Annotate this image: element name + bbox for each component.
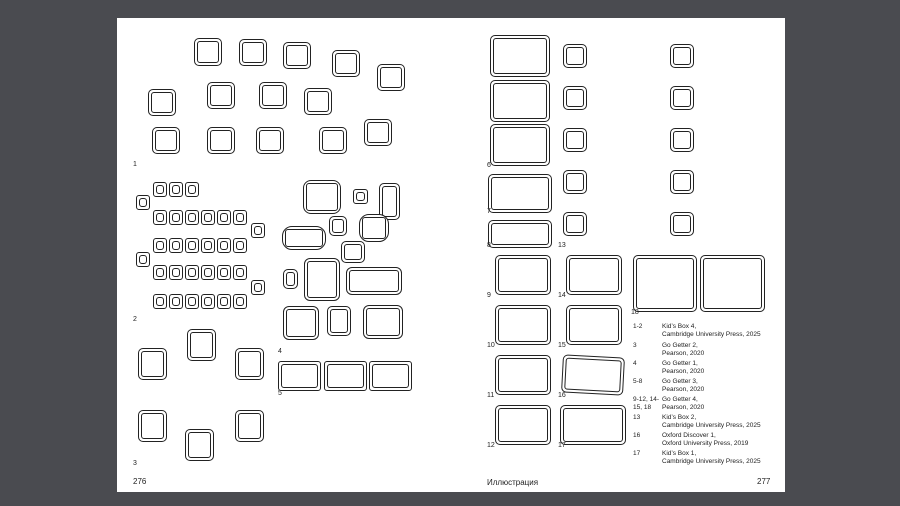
figure-label: 12 bbox=[487, 442, 495, 449]
frame-sticker bbox=[364, 119, 392, 146]
caption-publisher: Pearson, 2020 bbox=[662, 368, 705, 375]
figure-label: 5 bbox=[278, 390, 282, 397]
caption-title: Go Getter 2, bbox=[662, 342, 698, 349]
frame-small bbox=[153, 182, 167, 197]
caption-title: Go Getter 4, bbox=[662, 396, 698, 403]
caption-number: 3 bbox=[633, 342, 637, 349]
caption-publisher: Oxford University Press, 2019 bbox=[662, 440, 749, 447]
frame-sticker bbox=[239, 39, 267, 66]
frame-sticker bbox=[187, 329, 216, 361]
frame-small bbox=[670, 170, 694, 194]
caption-title: Kid’s Box 1, bbox=[662, 450, 697, 457]
caption-number: 1-2 bbox=[633, 323, 643, 330]
caption-publisher: Cambridge University Press, 2025 bbox=[662, 331, 761, 338]
frame-wide bbox=[369, 361, 412, 391]
caption-number: 9-12, 14- bbox=[633, 396, 660, 403]
caption-title: Oxford Discover 1, bbox=[662, 432, 716, 439]
frame-small bbox=[217, 265, 231, 280]
frame-large bbox=[495, 355, 551, 395]
frame-sticker bbox=[138, 410, 167, 442]
frame-sticker bbox=[152, 127, 180, 154]
frame-tilted bbox=[561, 354, 625, 395]
frame-medium bbox=[283, 306, 319, 340]
frame-small bbox=[136, 195, 150, 210]
frame-sticker bbox=[148, 89, 176, 116]
figure-label: 7 bbox=[487, 208, 491, 215]
frame-small bbox=[217, 210, 231, 225]
caption-number: 17 bbox=[633, 450, 641, 457]
frame-small bbox=[341, 241, 365, 263]
figure-label: 3 bbox=[133, 460, 137, 467]
caption-publisher: Pearson, 2020 bbox=[662, 350, 705, 357]
frame-rounded bbox=[303, 180, 341, 214]
frame-small bbox=[329, 216, 347, 236]
frame-small bbox=[283, 269, 298, 289]
caption-number: 5-8 bbox=[633, 378, 643, 385]
frame-large bbox=[490, 124, 550, 166]
frame-small bbox=[136, 252, 150, 267]
frame-small bbox=[670, 86, 694, 110]
left-page bbox=[117, 18, 450, 492]
frame-small bbox=[169, 210, 183, 225]
frame-small bbox=[670, 212, 694, 236]
frame-large bbox=[490, 80, 550, 122]
figure-label: 4 bbox=[278, 348, 282, 355]
figure-label: 13 bbox=[558, 242, 566, 249]
figure-label: 8 bbox=[487, 242, 491, 249]
frame-small bbox=[169, 265, 183, 280]
frame-small bbox=[153, 294, 167, 309]
frame-small bbox=[185, 238, 199, 253]
frame-large bbox=[566, 305, 622, 345]
figure-label: 18 bbox=[631, 309, 639, 316]
frame-small bbox=[563, 128, 587, 152]
caption-title: Go Getter 3, bbox=[662, 378, 698, 385]
frame-small bbox=[153, 210, 167, 225]
frame-small bbox=[217, 294, 231, 309]
caption-publisher: Pearson, 2020 bbox=[662, 404, 705, 411]
page-number-left: 276 bbox=[133, 477, 147, 486]
figure-label: 15 bbox=[558, 342, 566, 349]
frame-small bbox=[201, 294, 215, 309]
frame-small bbox=[169, 294, 183, 309]
frame-sticker bbox=[256, 127, 284, 154]
frame-medium bbox=[363, 305, 403, 339]
frame-small bbox=[563, 44, 587, 68]
frame-sticker bbox=[332, 50, 360, 77]
frame-small bbox=[233, 210, 247, 225]
figure-label: 2 bbox=[133, 316, 137, 323]
frame-small bbox=[327, 306, 351, 336]
frame-small bbox=[563, 212, 587, 236]
caption-publisher: Cambridge University Press, 2025 bbox=[662, 422, 761, 429]
frame-small bbox=[185, 265, 199, 280]
frame-small bbox=[185, 210, 199, 225]
frame-sticker bbox=[304, 88, 332, 115]
frame-sticker bbox=[207, 82, 235, 109]
frame-small bbox=[353, 189, 368, 204]
frame-small bbox=[169, 238, 183, 253]
frame-large bbox=[495, 255, 551, 295]
caption-number: 16 bbox=[633, 432, 641, 439]
frame-large bbox=[560, 405, 626, 445]
frame-sticker bbox=[235, 348, 264, 380]
frame-sticker bbox=[283, 42, 311, 69]
frame-large bbox=[488, 174, 552, 213]
frame-pill bbox=[282, 226, 326, 250]
frame-large bbox=[633, 255, 697, 312]
frame-large bbox=[495, 405, 551, 445]
frame-small bbox=[233, 265, 247, 280]
frame-sticker bbox=[377, 64, 405, 91]
frame-small bbox=[251, 223, 265, 238]
figure-label: 9 bbox=[487, 292, 491, 299]
caption-number: 13 bbox=[633, 414, 641, 421]
frame-large bbox=[490, 35, 550, 77]
frame-sticker bbox=[194, 38, 222, 66]
frame-wide bbox=[324, 361, 367, 391]
frame-medium bbox=[304, 258, 340, 301]
frame-small bbox=[201, 238, 215, 253]
frame-large bbox=[495, 305, 551, 345]
frame-small bbox=[233, 294, 247, 309]
frame-small bbox=[563, 170, 587, 194]
caption-publisher: Pearson, 2020 bbox=[662, 386, 705, 393]
frame-wide bbox=[488, 220, 552, 248]
figure-label: 6 bbox=[487, 162, 491, 169]
caption-title: Kid’s Box 2, bbox=[662, 414, 697, 421]
frame-small bbox=[153, 265, 167, 280]
figure-label: 1 bbox=[133, 161, 137, 168]
page-number-right: 277 bbox=[757, 477, 771, 486]
frame-small bbox=[201, 265, 215, 280]
frame-small bbox=[233, 238, 247, 253]
frame-small bbox=[251, 280, 265, 295]
frame-small bbox=[185, 182, 199, 197]
frame-small bbox=[169, 182, 183, 197]
frame-sticker bbox=[259, 82, 287, 109]
caption-title: Kid’s Box 4, bbox=[662, 323, 697, 330]
frame-wide bbox=[346, 267, 402, 295]
frame-small bbox=[153, 238, 167, 253]
frame-large bbox=[566, 255, 622, 295]
frame-large bbox=[700, 255, 765, 312]
frame-small bbox=[563, 86, 587, 110]
running-head: Иллюстрация bbox=[487, 478, 539, 487]
frame-small bbox=[670, 44, 694, 68]
figure-label: 14 bbox=[558, 292, 566, 299]
frame-small bbox=[217, 238, 231, 253]
caption-number: 4 bbox=[633, 360, 637, 367]
right-page bbox=[450, 18, 785, 492]
frame-small bbox=[185, 294, 199, 309]
caption-number-cont: 15, 18 bbox=[633, 404, 652, 411]
frame-rounded bbox=[359, 214, 389, 242]
frame-small bbox=[201, 210, 215, 225]
frame-sticker bbox=[207, 127, 235, 154]
figure-label: 11 bbox=[487, 392, 495, 399]
figure-label: 16 bbox=[558, 392, 566, 399]
figure-label: 17 bbox=[558, 442, 566, 449]
figure-label: 10 bbox=[487, 342, 495, 349]
caption-title: Go Getter 1, bbox=[662, 360, 698, 367]
frame-sticker bbox=[185, 429, 214, 461]
frame-wide bbox=[278, 361, 321, 391]
caption-publisher: Cambridge University Press, 2025 bbox=[662, 458, 761, 465]
frame-sticker bbox=[319, 127, 347, 154]
frame-small bbox=[670, 128, 694, 152]
frame-sticker bbox=[138, 348, 167, 380]
frame-sticker bbox=[235, 410, 264, 442]
